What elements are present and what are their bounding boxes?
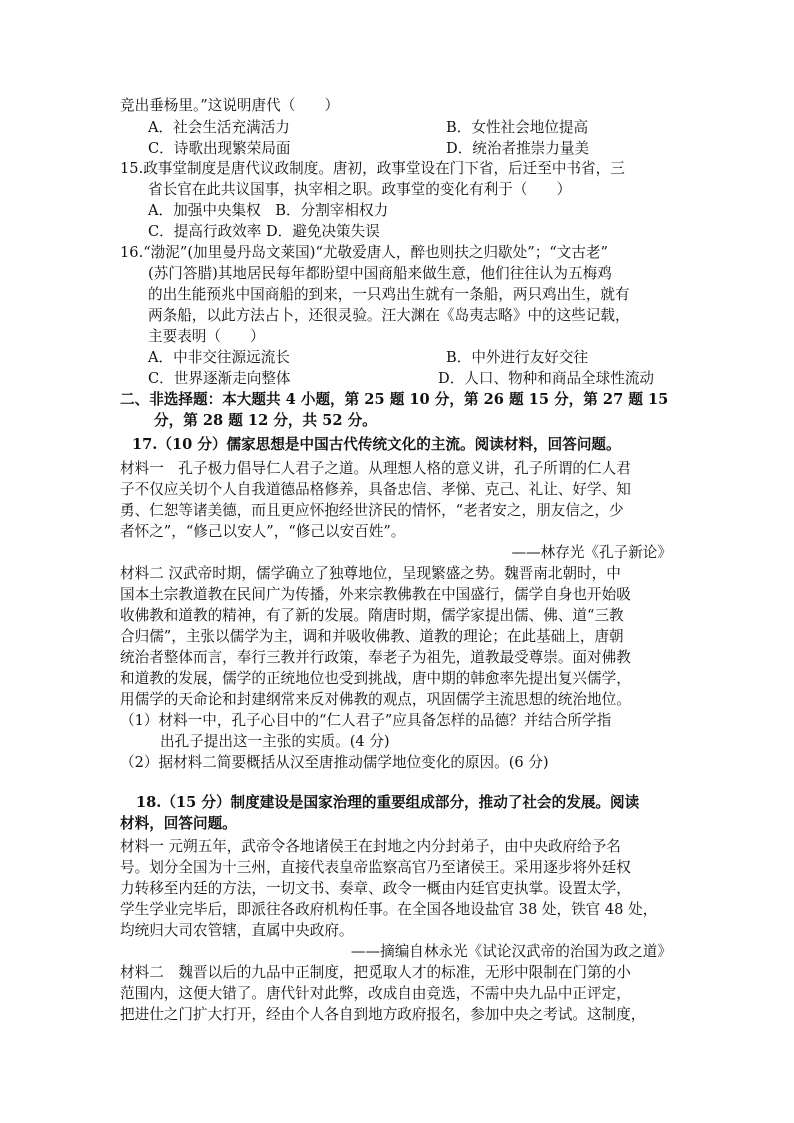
q17-material-2-line-2: 国本土宗教道教在民间广为传播，外来宗教佛教在中国盛行，儒学自身也开始吸 (120, 586, 631, 603)
q17-material-2-line-6: 和道教的发展，儒学的正统地位也受到挑战，唐中期的韩愈率先提出复兴儒学， (120, 670, 631, 687)
q17-title: 17.（10 分）儒家思想是中国古代传统文化的主流。阅读材料，回答问题。 (132, 436, 621, 453)
q17-material-2-line-4: 合归儒”，主张以儒学为主，调和并吸收佛教、道教的理论；在此基础上，唐朝 (120, 628, 624, 645)
q14-option-d: D．统治者推崇力量美 (446, 140, 590, 157)
q15-options-cd: C．提高行政效率 D．避免决策失误 (148, 223, 380, 240)
q16-option-b: B．中外进行友好交往 (446, 349, 589, 366)
q16-line-1: 16.“渤泥”(加里曼丹岛文莱国)“尤敬爱唐人，醉也则扶之归歇处”；“文古老” (120, 244, 608, 261)
q17-material-2-line-3: 收佛教和道教的精神，有了新的发展。隋唐时期，儒学家提出儒、佛、道“三教 (120, 607, 624, 624)
q17-material-1-line-1: 材料一 孔子极力倡导仁人君子之道。从理想人格的意义讲，孔子所谓的仁人君 (120, 460, 631, 477)
q18-material-1-source: ——摘编自林永光《试论汉武帝的治国为政之道》 (350, 943, 672, 960)
q17-material-1-line-3: 勇、仁恕等诸美德，而且更应怀抱经世济民的情怀，“老者安之，朋友信之，少 (120, 502, 624, 519)
q18-material-1-line-4: 学生学业完毕后，即派往各政府机构任事。在全国各地设盐官 38 处，铁官 48 处， (120, 901, 658, 918)
q15-options-ab: A．加强中央集权 B．分割宰相权力 (148, 202, 389, 219)
q18-material-2-line-1: 材料二 魏晋以后的九品中正制度，把觅取人才的标准，无形中限制在门第的小 (120, 964, 631, 981)
section-2-header-line-1: 二、非选择题：本大题共 4 小题，第 25 题 10 分，第 26 题 15 分，第 27 题 15 (120, 391, 669, 408)
q17-material-1-source: ——林存光《孔子新论》 (511, 544, 672, 561)
q16-line-3: 的出生能预兆中国商船的到来，一只鸡出生就有一条船，两只鸡出生，就有 (148, 286, 630, 303)
q17-question-1-line-1: （1）材料一中，孔子心目中的“仁人君子”应具备怎样的品德？并结合所学指 (120, 712, 612, 729)
q17-material-1-line-4: 者怀之”，“修己以安人”，“修己以安百姓”。 (120, 523, 406, 540)
q17-question-2: （2）据材料二简要概括从汉至唐推动儒学地位变化的原因。(6 分) (120, 754, 549, 771)
q17-material-1-line-2: 子不仅应关切个人自我道德品格修养，具备忠信、孝悌、克己、礼让、好学、知 (120, 481, 631, 498)
q15-line-2: 省长官在此共议国事，执宰相之职。政事堂的变化有利于（ ） (148, 181, 572, 198)
q17-material-2-line-1: 材料二 汉武帝时期，儒学确立了独尊地位，呈现繁盛之势。魏晋南北朝时，中 (120, 565, 621, 582)
q16-option-d: D．人口、物种和商品全球性流动 (438, 370, 655, 387)
q18-title-line-2: 材料，回答问题。 (120, 815, 237, 832)
q17-question-1-line-2: 出孔子提出这一主张的实质。(4 分) (160, 733, 390, 750)
q16-line-2: (苏门答腊)其地居民每年都盼望中国商船来做生意，他们往往认为五梅鸡 (148, 265, 612, 282)
q18-material-2-line-3: 把进仕之门扩大打开，经由个人各自到地方政府报名，参加中央之考试。这制度， (120, 1006, 646, 1023)
section-2-header-line-2: 分，第 28 题 12 分，共 52 分。 (154, 412, 377, 429)
q18-material-1-line-5: 均统归大司农管辖，直属中央政府。 (120, 922, 354, 939)
q14-stem-tail: 竞出垂杨里。”这说明唐代（ ） (120, 97, 340, 114)
q16-option-c: C．世界逐渐走向整体 (148, 370, 291, 387)
q17-material-2-line-5: 统治者整体而言，奉行三教并行政策，奉老子为祖先，道教最受尊崇。面对佛教 (120, 649, 631, 666)
q14-option-a: A．社会生活充满活力 (148, 119, 290, 136)
q18-title-line-1: 18.（15 分）制度建设是国家治理的重要组成部分，推动了社会的发展。阅读 (136, 794, 640, 811)
q18-material-1-line-1: 材料一 元朔五年，武帝令各地诸侯王在封地之内分封弟子，由中央政府给予名 (120, 838, 621, 855)
q16-line-4: 两条船，以此方法占卜，还很灵验。汪大渊在《岛夷志略》中的这些记载， (148, 307, 630, 324)
q15-line-1: 15.政事堂制度是唐代议政制度。唐初，政事堂设在门下省，后迁至中书省，三 (120, 160, 625, 177)
q18-material-1-line-3: 力转移至内廷的方法，一切文书、奏章、政令一概由内廷官吏执掌。设置太学， (120, 880, 631, 897)
q18-material-1-line-2: 号。划分全国为十三州，直接代表皇帝监察高官乃至诸侯王。采用逐步将外廷权 (120, 859, 631, 876)
q16-option-a: A．中非交往源远流长 (148, 349, 290, 366)
q14-option-b: B．女性社会地位提高 (446, 119, 589, 136)
q17-material-2-line-7: 用儒学的天命论和封建纲常来反对佛教的观点，巩固儒学主流思想的统治地位。 (120, 691, 631, 708)
q14-option-c: C．诗歌出现繁荣局面 (148, 140, 291, 157)
q16-line-5: 主要表明（ ） (148, 328, 265, 345)
q18-material-2-line-2: 范围内，这便大错了。唐代针对此弊，改成自由竞选，不需中央九品中正评定， (120, 985, 631, 1002)
